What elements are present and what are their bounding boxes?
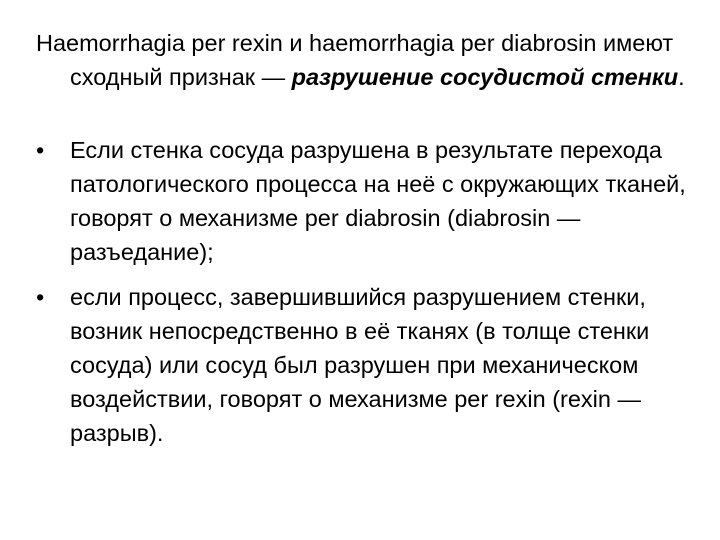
bullet-list (36, 133, 686, 461)
bullet-icon: • (36, 284, 45, 310)
bullet-text: Если стенка сосуда разрушена в результате перехода патологического процесса на неё с окружающих тканей, говорят о механизме per diabrosin (diabrosin — разъедание); (70, 137, 686, 265)
bullet-text: если процесс, завершившийся разрушением стенки, возник непосредственно в её тканях (в толще стенки сосуда) или сосуд был разрушен при механическом воздействии, говорят о механизме per rexin (rexin — разрыв). (70, 284, 650, 446)
intro-emphasis: разрушение сосудистой стенки (291, 64, 679, 90)
bullet-item-diabrosin (36, 133, 686, 269)
bullet-item-rexin (36, 280, 686, 450)
intro-text: Haemorrhagia per rexin и haemorrhagia per diabrosin имеют сходный признак — (36, 30, 674, 90)
intro-end: . (678, 64, 685, 90)
bullet-icon: • (36, 137, 45, 163)
intro-paragraph (36, 26, 720, 94)
